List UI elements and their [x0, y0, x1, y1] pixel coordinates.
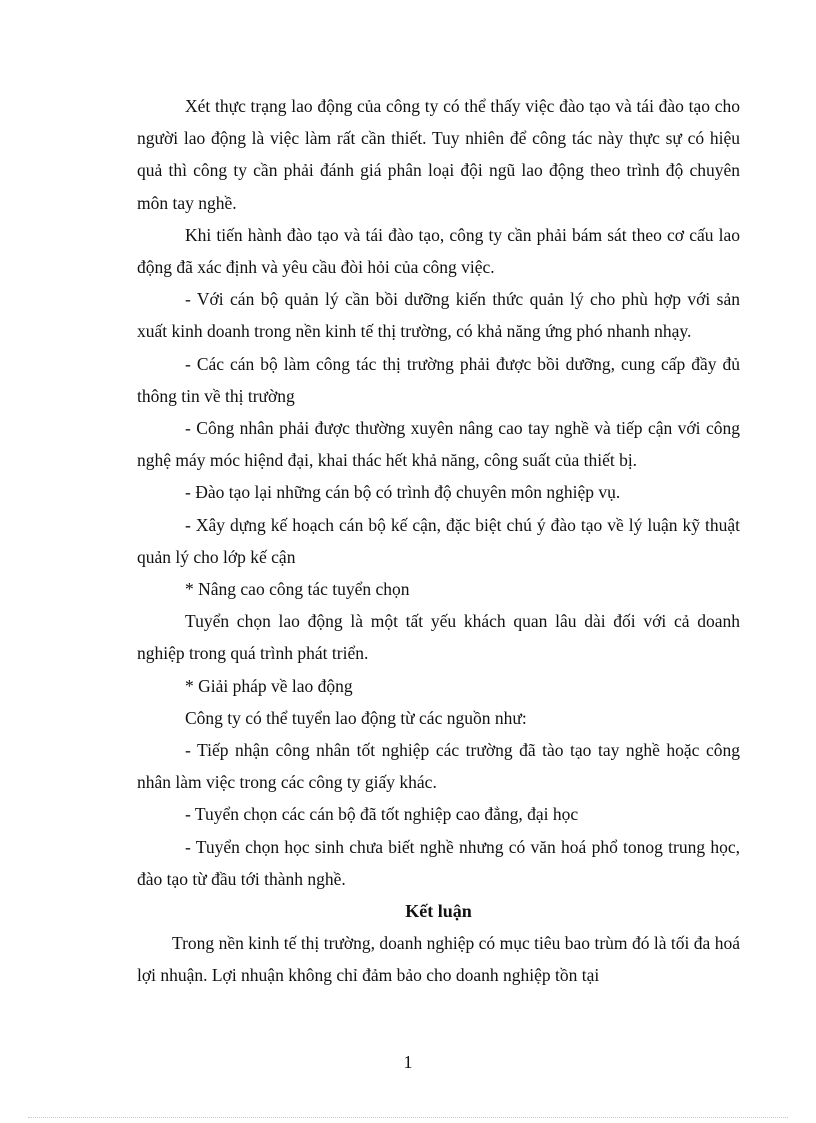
- paragraph-succession-plan: - Xây dựng kế hoạch cán bộ kế cận, đặc biệt chú ý đào tạo về lý luận kỹ thuật quản lý cho lớp kế cận: [137, 514, 740, 567]
- paragraph-recruitment-sources: Công ty có thể tuyển lao động từ các nguồn như:: [185, 707, 527, 728]
- paragraph-managers: - Với cán bộ quản lý cần bồi dưỡng kiến thức quản lý cho phù hợp với sản xuất kinh doanh trong nền kinh tế thị trường, có khả năng ứng phó nhanh nhạy.: [137, 289, 740, 342]
- paragraph-market-staff: - Các cán bộ làm công tác thị trường phải được bồi dưỡng, cung cấp đầy đủ thông tin về thị trường: [137, 353, 740, 406]
- paragraph-source-college: - Tuyển chọn các cán bộ đã tốt nghiệp cao đẳng, đại học: [185, 804, 579, 825]
- paragraph-workers: - Công nhân phải được thường xuyên nâng cao tay nghề và tiếp cận với công nghệ máy móc hiệnd đại, khai thác hết khả năng, công suất của thiết bị.: [137, 418, 740, 471]
- body-text: [137, 90, 740, 992]
- conclusion-paragraph: Trong nền kinh tế thị trường, doanh nghiệp có mục tiêu bao trùm đó là tối đa hoá lợi nhuận. Lợi nhuận không chỉ đảm bảo cho doanh nghiệp tồn tại: [137, 933, 740, 986]
- paragraph-recruitment: Tuyển chọn lao động là một tất yếu khách quan lâu dài đối với cả doanh nghiệp trong quá trình phát triển.: [137, 611, 740, 664]
- paragraph-retraining: - Đào tạo lại những cán bộ có trình độ chuyên môn nghiệp vụ.: [185, 482, 621, 503]
- paragraph-training-structure: Khi tiến hành đào tạo và tái đào tạo, công ty cần phải bám sát theo cơ cấu lao động đã xác định và yêu cầu đòi hỏi của công việc.: [137, 224, 740, 278]
- paragraph-training-assessment: Xét thực trạng lao động của công ty có thể thấy việc đào tạo và tái đào tạo cho người lao động là việc làm rất cần thiết. Tuy nhiên để công tác này thực sự có hiệu quả thì công ty cần phải đánh giá phân loại đội ngũ lao động theo trình độ chuyên môn tay nghề.: [137, 96, 740, 213]
- paragraph-source-students: - Tuyển chọn học sinh chưa biết nghề nhưng có văn hoá phổ tonog trung học, đào tạo từ đầu tới thành nghề.: [137, 836, 740, 889]
- conclusion-heading: Kết luận: [405, 901, 472, 922]
- page-number: 1: [403, 1052, 413, 1072]
- page-bottom-divider: [28, 1117, 788, 1118]
- paragraph-source-graduates: - Tiếp nhận công nhân tốt nghiệp các trường đã tào tạo tay nghề hoặc công nhân làm việc trong các công ty giấy khác.: [137, 740, 740, 793]
- paragraph-labor-solution-title: * Giải pháp về lao động: [185, 675, 353, 696]
- paragraph-recruitment-title: * Nâng cao công tác tuyển chọn: [185, 579, 410, 600]
